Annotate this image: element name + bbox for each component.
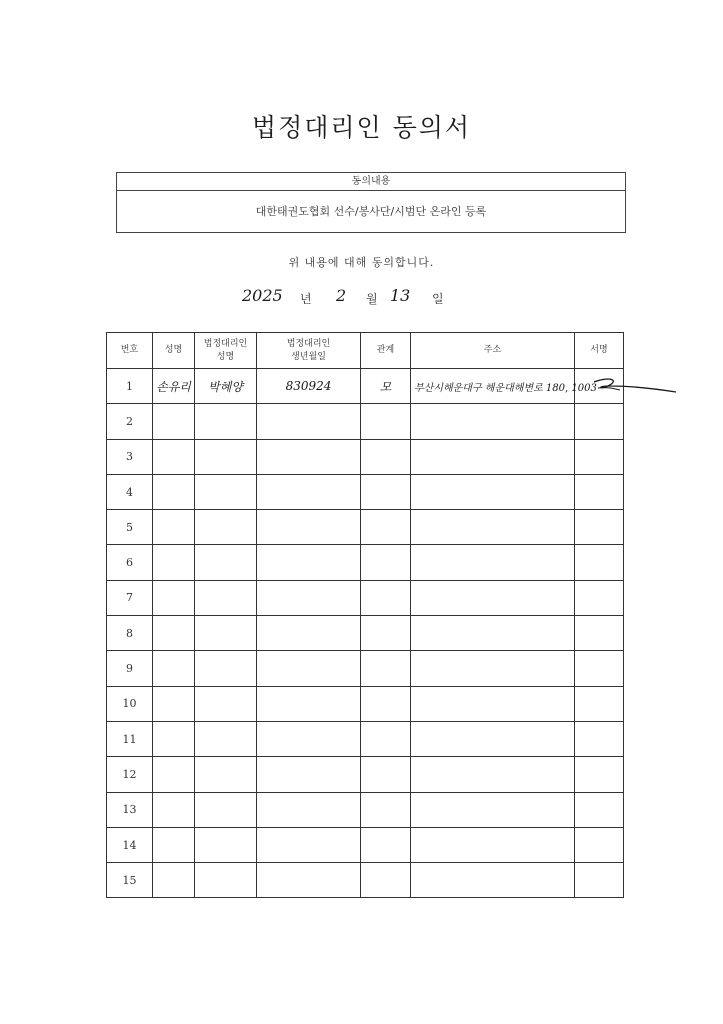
cell-name xyxy=(153,827,195,862)
date-day: 13 xyxy=(390,286,411,305)
cell-name xyxy=(153,510,195,545)
cell-no: 8 xyxy=(107,616,153,651)
cell-birth xyxy=(257,757,361,792)
cell-address xyxy=(411,792,575,827)
header-guardian-birth-line1: 법정대리인 xyxy=(286,338,331,349)
cell-address xyxy=(411,474,575,509)
header-name: 성명 xyxy=(153,333,195,369)
cell-no: 7 xyxy=(107,580,153,615)
cell-relation xyxy=(361,721,411,756)
cell-no: 3 xyxy=(107,439,153,474)
cell-name xyxy=(153,863,195,898)
consent-header: 동의내용 xyxy=(117,173,625,191)
header-guardian-birth-line2: 생년월일 xyxy=(291,351,326,362)
cell-address xyxy=(411,827,575,862)
cell-relation xyxy=(361,757,411,792)
cell-guardian xyxy=(195,651,257,686)
cell-birth xyxy=(257,545,361,580)
cell-birth xyxy=(257,616,361,651)
cell-address xyxy=(411,404,575,439)
header-signature: 서명 xyxy=(575,333,624,369)
cell-address xyxy=(411,580,575,615)
cell-name xyxy=(153,792,195,827)
cell-guardian: 박혜양 xyxy=(195,369,257,404)
cell-no: 14 xyxy=(107,827,153,862)
cell-birth xyxy=(257,510,361,545)
date-month-unit: 월 xyxy=(366,292,378,306)
cell-relation xyxy=(361,686,411,721)
header-guardian-name-line1: 법정대리인 xyxy=(203,338,248,349)
header-no: 번호 xyxy=(107,333,153,369)
cell-no: 15 xyxy=(107,863,153,898)
cell-birth xyxy=(257,474,361,509)
cell-signature xyxy=(575,651,624,686)
cell-relation xyxy=(361,863,411,898)
date-year-unit: 년 xyxy=(300,292,312,306)
cell-address xyxy=(411,721,575,756)
cell-guardian xyxy=(195,792,257,827)
table-row xyxy=(107,616,624,651)
cell-signature xyxy=(575,721,624,756)
cell-birth xyxy=(257,863,361,898)
table-header-row xyxy=(107,333,624,369)
header-relation: 관계 xyxy=(361,333,411,369)
cell-birth xyxy=(257,651,361,686)
cell-signature xyxy=(575,439,624,474)
guardian-table xyxy=(106,332,624,898)
cell-signature xyxy=(575,545,624,580)
cell-birth xyxy=(257,792,361,827)
cell-guardian xyxy=(195,616,257,651)
cell-signature xyxy=(575,827,624,862)
table-row xyxy=(107,545,624,580)
cell-address xyxy=(411,757,575,792)
cell-name: 손유리 xyxy=(153,369,195,404)
cell-no: 11 xyxy=(107,721,153,756)
cell-no: 5 xyxy=(107,510,153,545)
cell-guardian xyxy=(195,580,257,615)
table-row xyxy=(107,580,624,615)
cell-no: 2 xyxy=(107,404,153,439)
cell-relation xyxy=(361,792,411,827)
cell-address: 부산시해운대구 해운대해변로 180, 1003 xyxy=(411,369,575,404)
cell-relation xyxy=(361,439,411,474)
cell-no: 12 xyxy=(107,757,153,792)
table-row xyxy=(107,827,624,862)
header-guardian-birth xyxy=(257,333,361,369)
cell-relation xyxy=(361,404,411,439)
table-row xyxy=(107,686,624,721)
cell-birth xyxy=(257,827,361,862)
cell-birth xyxy=(257,404,361,439)
table-row xyxy=(107,439,624,474)
cell-signature xyxy=(575,616,624,651)
cell-relation xyxy=(361,827,411,862)
cell-signature xyxy=(575,686,624,721)
cell-name xyxy=(153,651,195,686)
cell-relation xyxy=(361,545,411,580)
cell-relation xyxy=(361,474,411,509)
agreement-statement: 위 내용에 대해 동의합니다. xyxy=(288,256,435,269)
header-guardian-name xyxy=(195,333,257,369)
cell-relation xyxy=(361,616,411,651)
cell-signature xyxy=(575,792,624,827)
cell-name xyxy=(153,545,195,580)
cell-birth xyxy=(257,721,361,756)
cell-name xyxy=(153,686,195,721)
document-title: 법정대리인 동의서 xyxy=(251,113,472,142)
table-row xyxy=(107,721,624,756)
cell-relation xyxy=(361,651,411,686)
cell-name xyxy=(153,721,195,756)
cell-no: 9 xyxy=(107,651,153,686)
cell-no: 4 xyxy=(107,474,153,509)
cell-name xyxy=(153,474,195,509)
cell-guardian xyxy=(195,757,257,792)
cell-guardian xyxy=(195,721,257,756)
cell-relation xyxy=(361,580,411,615)
header-guardian-name-line2: 성명 xyxy=(216,351,235,362)
table-row xyxy=(107,863,624,898)
cell-guardian xyxy=(195,686,257,721)
cell-address xyxy=(411,686,575,721)
cell-signature xyxy=(575,404,624,439)
cell-guardian xyxy=(195,545,257,580)
signature-scribble xyxy=(580,372,680,402)
date-day-unit: 일 xyxy=(432,292,444,306)
cell-guardian xyxy=(195,439,257,474)
cell-guardian xyxy=(195,404,257,439)
cell-no: 1 xyxy=(107,369,153,404)
cell-signature xyxy=(575,757,624,792)
table-row xyxy=(107,651,624,686)
cell-guardian xyxy=(195,863,257,898)
cell-name xyxy=(153,757,195,792)
cell-name xyxy=(153,616,195,651)
cell-relation xyxy=(361,510,411,545)
cell-signature xyxy=(575,474,624,509)
date-year: 2025 xyxy=(242,286,283,305)
date-month: 2 xyxy=(336,286,347,305)
cell-signature xyxy=(575,510,624,545)
table-row xyxy=(107,757,624,792)
cell-name xyxy=(153,439,195,474)
cell-address xyxy=(411,863,575,898)
table-row xyxy=(107,792,624,827)
header-address: 주소 xyxy=(411,333,575,369)
cell-no: 6 xyxy=(107,545,153,580)
cell-signature xyxy=(575,580,624,615)
cell-no: 10 xyxy=(107,686,153,721)
consent-body: 대한태권도협회 선수/봉사단/시범단 온라인 등록 xyxy=(255,205,487,218)
cell-name xyxy=(153,404,195,439)
cell-birth xyxy=(257,439,361,474)
cell-address xyxy=(411,545,575,580)
cell-guardian xyxy=(195,510,257,545)
cell-birth: 830924 xyxy=(257,369,361,404)
cell-birth xyxy=(257,686,361,721)
cell-relation: 모 xyxy=(361,369,411,404)
cell-guardian xyxy=(195,474,257,509)
table-row xyxy=(107,510,624,545)
cell-no: 13 xyxy=(107,792,153,827)
consent-box xyxy=(116,172,626,233)
cell-guardian xyxy=(195,827,257,862)
cell-signature xyxy=(575,863,624,898)
cell-address xyxy=(411,651,575,686)
cell-birth xyxy=(257,580,361,615)
cell-address xyxy=(411,439,575,474)
table-row xyxy=(107,369,624,404)
table-row xyxy=(107,474,624,509)
cell-address xyxy=(411,510,575,545)
cell-address xyxy=(411,616,575,651)
cell-name xyxy=(153,580,195,615)
table-row xyxy=(107,404,624,439)
